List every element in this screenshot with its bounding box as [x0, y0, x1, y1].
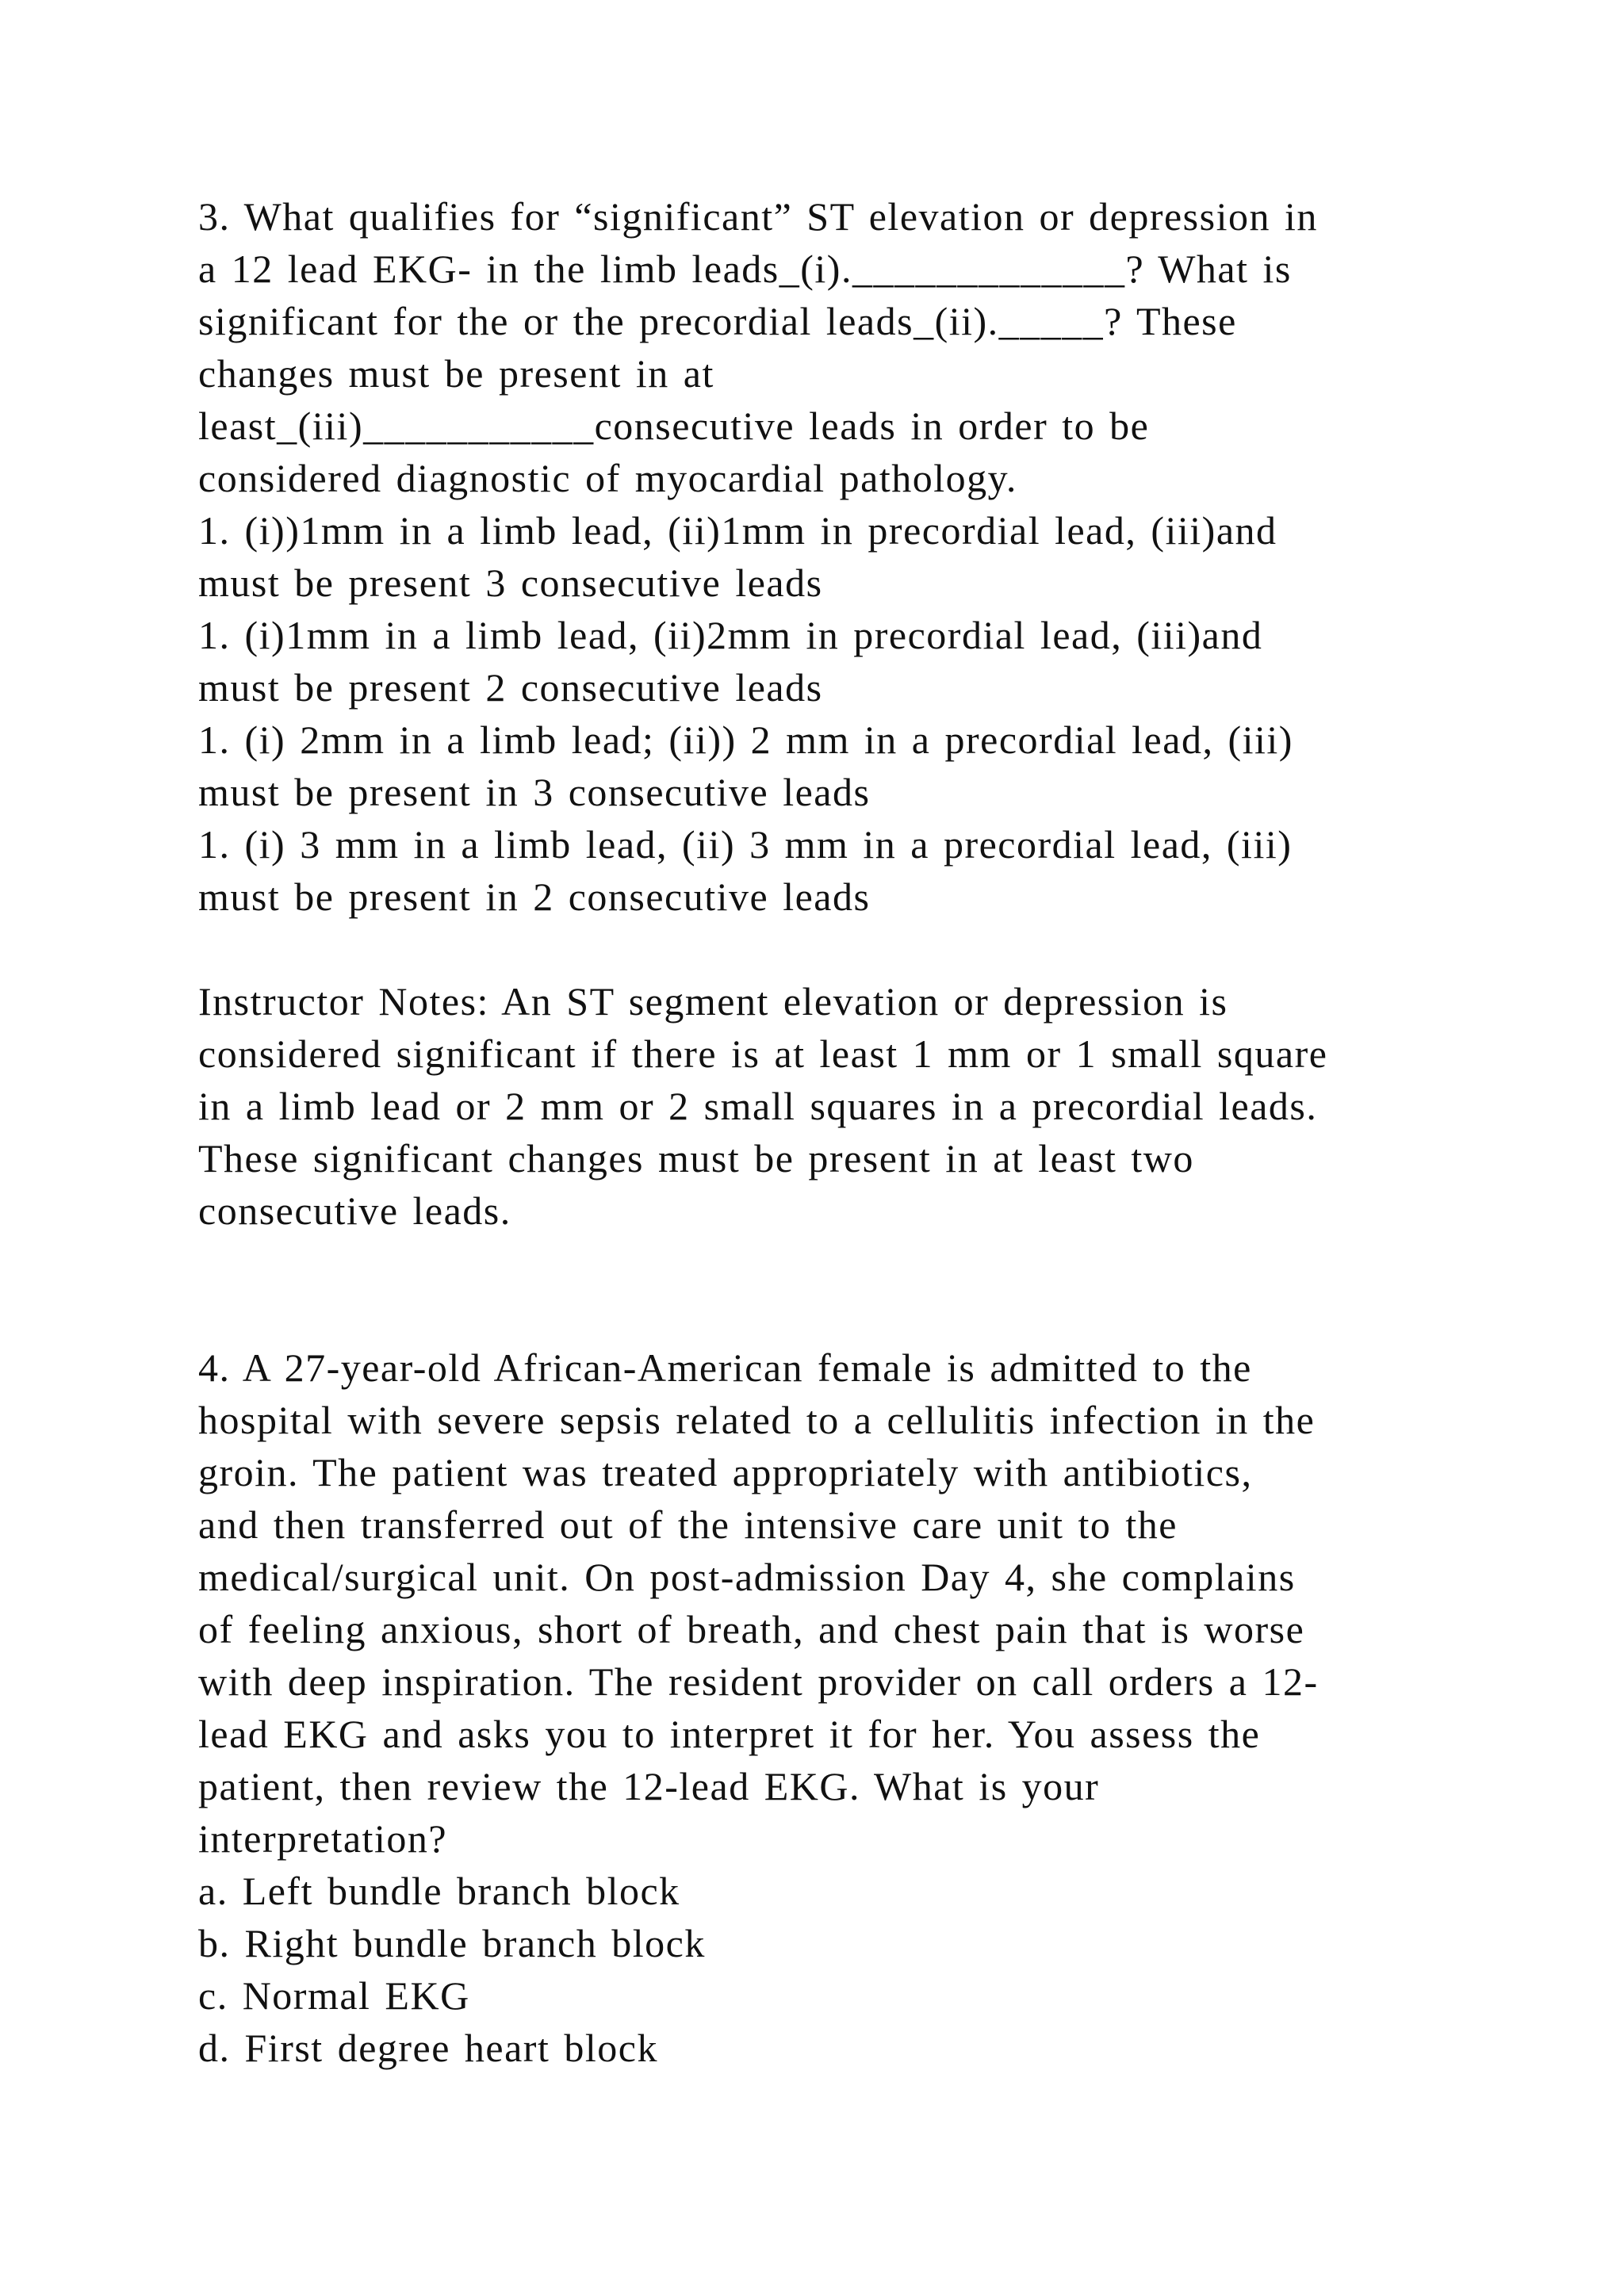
question-3-option-2 [198, 609, 1451, 714]
paragraph-spacer [198, 923, 1451, 975]
question-4-text-line: with deep inspiration. The resident provider on call orders a 12- [198, 1659, 1319, 1704]
question-4-text-line: lead EKG and asks you to interpret it for her. You assess the [198, 1712, 1261, 1756]
instructor-notes [198, 975, 1451, 1237]
question-4-text-line: 4. A 27-year-old African-American female is admitted to the [198, 1345, 1252, 1390]
question-3-option-3 [198, 714, 1451, 818]
option-text-line: must be present in 3 consecutive leads [198, 770, 871, 814]
question-3-text-line: changes must be present in at [198, 351, 714, 396]
option-text-line: 1. (i))1mm in a limb lead, (ii)1mm in precordial lead, (iii)and [198, 508, 1277, 553]
instructor-notes-line: considered significant if there is at least 1 mm or 1 small square [198, 1031, 1328, 1076]
question-3-text-line: significant for the or the precordial leads_(ii)._____? These [198, 299, 1237, 343]
question-4-option-b: b. Right bundle branch block [198, 1921, 706, 1965]
question-3-text-line: a 12 lead EKG- in the limb leads_(i)._____________? What is [198, 247, 1292, 291]
option-text-line: must be present 2 consecutive leads [198, 665, 823, 710]
question-3-text-line: least_(iii)___________consecutive leads in order to be [198, 404, 1150, 448]
option-text-line: must be present in 2 consecutive leads [198, 874, 871, 919]
document-page [198, 190, 1451, 2074]
instructor-notes-line: in a limb lead or 2 mm or 2 small squares in a precordial leads. [198, 1084, 1318, 1128]
option-text-line: must be present 3 consecutive leads [198, 561, 823, 605]
question-4-option-a: a. Left bundle branch block [198, 1869, 680, 1913]
question-4-text-line: hospital with severe sepsis related to a cellulitis infection in the [198, 1398, 1316, 1442]
option-text-line: 1. (i)1mm in a limb lead, (ii)2mm in precordial lead, (iii)and [198, 613, 1263, 657]
instructor-notes-line: consecutive leads. [198, 1188, 511, 1233]
question-4 [198, 1341, 1451, 2074]
question-4-option-d: d. First degree heart block [198, 2026, 658, 2070]
question-3-option-4 [198, 818, 1451, 923]
question-4-text-line: interpretation? [198, 1816, 448, 1861]
option-text-line: 1. (i) 3 mm in a limb lead, (ii) 3 mm in a precordial lead, (iii) [198, 822, 1293, 867]
question-4-text-line: patient, then review the 12-lead EKG. What is your [198, 1764, 1100, 1808]
section-spacer [198, 1237, 1451, 1341]
question-4-text-line: of feeling anxious, short of breath, and chest pain that is worse [198, 1607, 1305, 1651]
question-4-text-line: medical/surgical unit. On post-admission Day 4, she complains [198, 1555, 1296, 1599]
question-3-option-1 [198, 504, 1451, 609]
question-4-text-line: and then transferred out of the intensive care unit to the [198, 1502, 1178, 1547]
question-4-option-c: c. Normal EKG [198, 1973, 470, 2018]
question-3-text-line: 3. What qualifies for “significant” ST elevation or depression in [198, 194, 1318, 239]
instructor-notes-line: Instructor Notes: An ST segment elevation or depression is [198, 979, 1228, 1024]
instructor-notes-line: These significant changes must be present in at least two [198, 1136, 1194, 1181]
question-3 [198, 190, 1451, 923]
option-text-line: 1. (i) 2mm in a limb lead; (ii)) 2 mm in a precordial lead, (iii) [198, 718, 1293, 762]
question-4-text-line: groin. The patient was treated appropriately with antibiotics, [198, 1450, 1253, 1494]
question-3-text-line: considered diagnostic of myocardial pathology. [198, 456, 1017, 500]
